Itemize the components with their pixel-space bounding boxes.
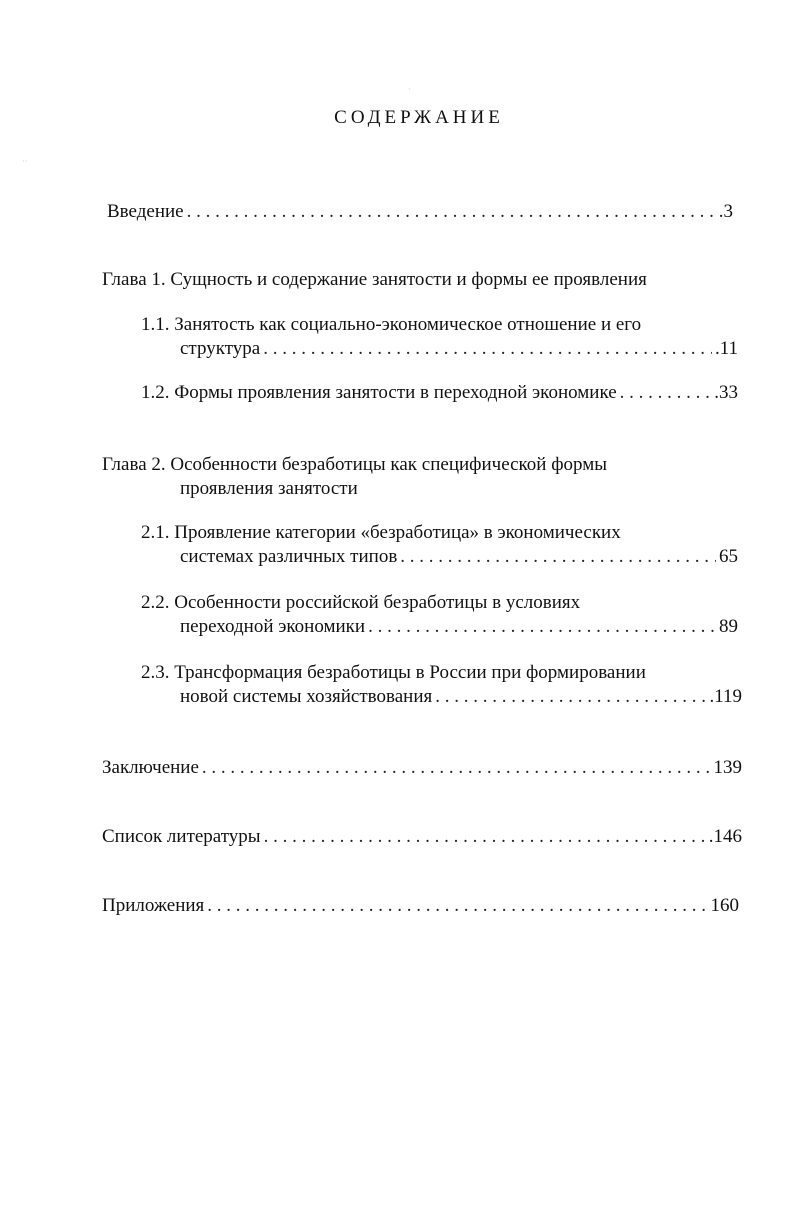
toc-section-2-2[interactable] (141, 591, 738, 639)
section-heading-line1: 2.2. Особенности российской безработицы в условиях (141, 592, 581, 613)
toc-section-2-1[interactable] (141, 521, 738, 569)
chapter-heading-line2: проявления занятости (180, 478, 358, 499)
page-number: 139 (713, 757, 742, 778)
leader-dots (620, 381, 712, 405)
leader-dots (400, 545, 716, 569)
section-heading-line2: системах различных типов (180, 546, 398, 567)
section-heading-line1: 2.1. Проявление категории «безработица» в экономических (141, 522, 621, 543)
toc-entry-references[interactable] (102, 825, 742, 849)
leader-dots (264, 825, 706, 849)
chapter-heading: Глава 1. Сущность и содержание занятости и формы ее проявления (102, 269, 647, 290)
section-heading-line2: структура (180, 338, 261, 359)
scan-artifact-left: ·· (22, 157, 28, 166)
toc-chapter-2[interactable] (102, 453, 742, 501)
page-number: .119 (709, 686, 742, 707)
section-heading-line1: 2.3. Трансформация безработицы в России при формировании (141, 662, 646, 683)
page-number: .11 (714, 338, 738, 359)
leader-dots (263, 337, 712, 361)
leader-dots (202, 756, 711, 780)
section-heading-line2: переходной экономики (180, 616, 366, 637)
leader-dots (435, 685, 706, 709)
chapter-heading-line1: Глава 2. Особенности безработицы как специфической формы (102, 454, 608, 475)
section-heading: 1.2. Формы проявления занятости в переходной экономике (141, 382, 617, 403)
toc-entry-label: Заключение (102, 757, 199, 778)
page-number: .146 (708, 826, 742, 847)
toc-section-2-3[interactable] (141, 661, 742, 709)
toc-entry-appendices[interactable] (102, 894, 739, 918)
scan-artifact-top: · (408, 85, 411, 94)
page-title: СОДЕРЖАНИЕ (334, 107, 504, 128)
page-number: .33 (714, 382, 738, 403)
toc-entry-label: Введение (107, 201, 184, 222)
toc-entry-label: Список литературы (102, 826, 261, 847)
page-number: 160 (710, 895, 739, 916)
toc-chapter-1[interactable] (102, 268, 742, 292)
leader-dots (187, 200, 716, 224)
leader-dots (368, 615, 716, 639)
section-heading-line1: 1.1. Занятость как социально-экономическое отношение и его (141, 314, 642, 335)
section-heading-line2: новой системы хозяйствования (180, 686, 433, 707)
toc-entry-label: Приложения (102, 895, 205, 916)
page-number: .3 (718, 201, 733, 222)
page-number: 65 (719, 546, 738, 567)
toc-section-1-2[interactable] (141, 381, 738, 405)
leader-dots (207, 894, 707, 918)
toc-entry-intro[interactable] (107, 200, 733, 224)
toc-section-1-1[interactable] (141, 313, 738, 361)
page-number: 89 (719, 616, 738, 637)
toc-entry-conclusion[interactable] (102, 756, 742, 780)
